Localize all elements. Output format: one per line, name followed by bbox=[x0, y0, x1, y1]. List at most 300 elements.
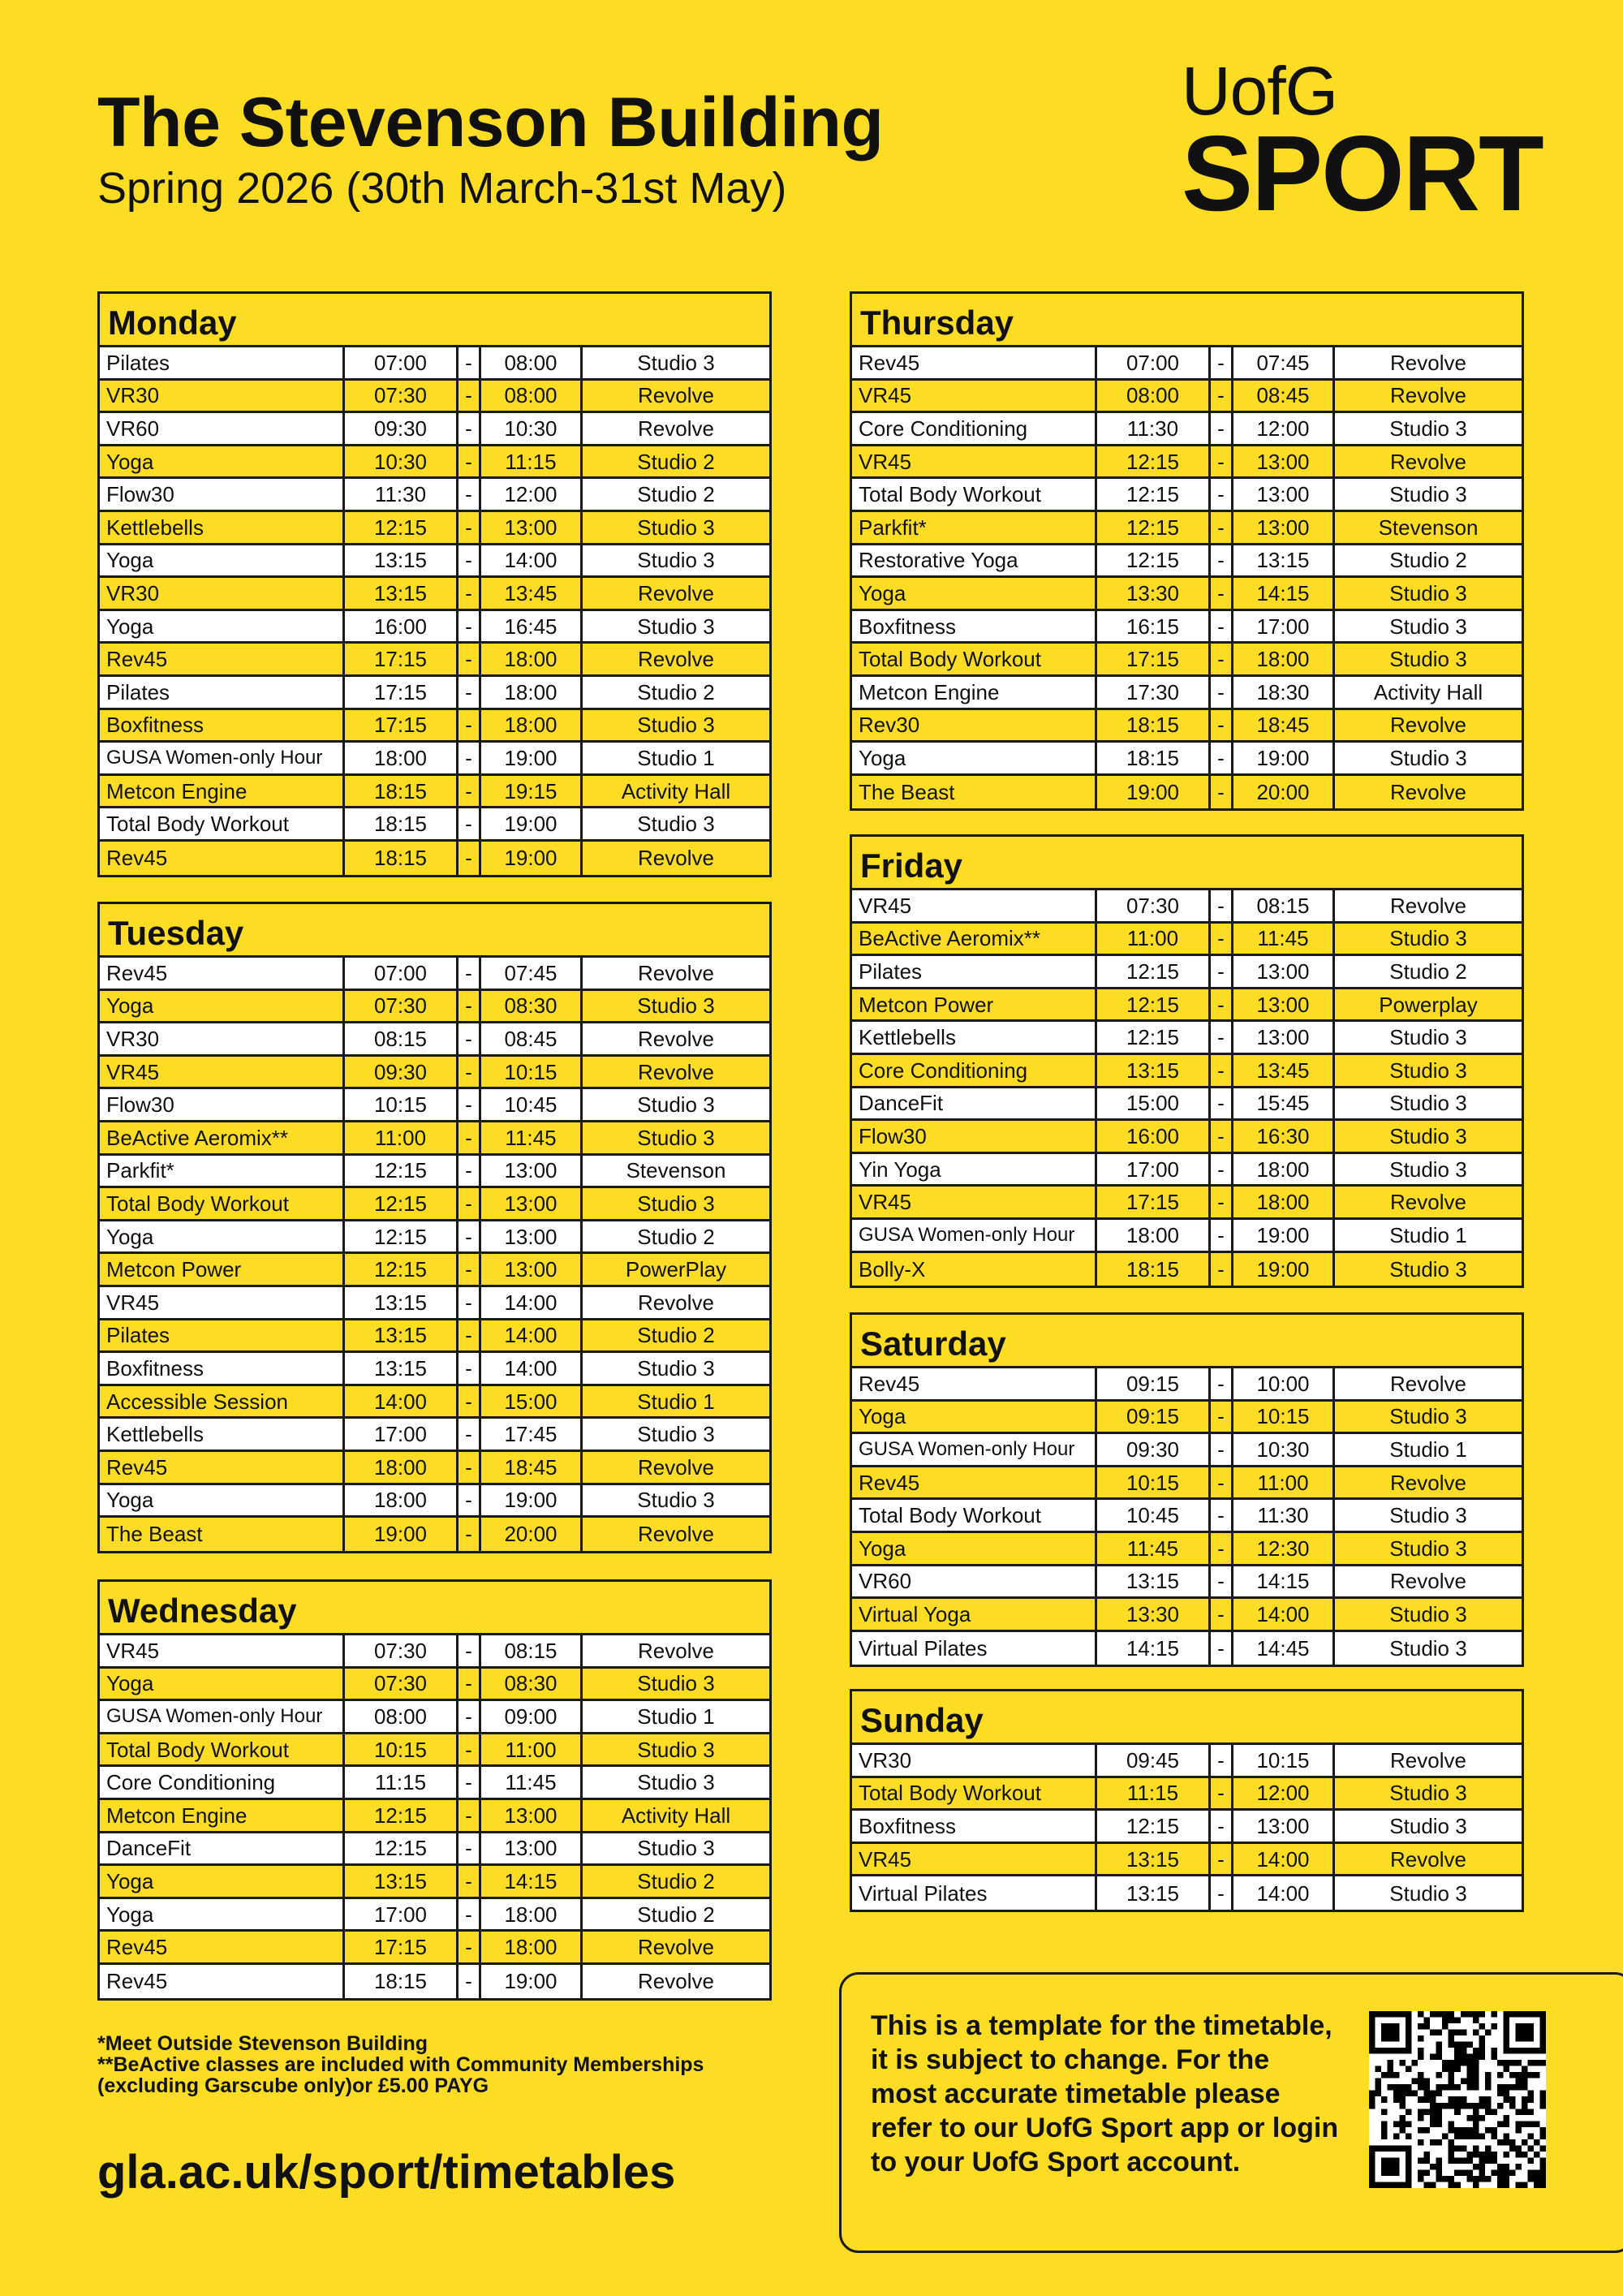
room: Revolve bbox=[1390, 1470, 1466, 1495]
time-separator: - bbox=[458, 1057, 481, 1088]
room: Studio 2 bbox=[1389, 548, 1467, 573]
time-separator: - bbox=[1211, 956, 1233, 987]
time-separator: - bbox=[458, 1386, 481, 1417]
time-separator: - bbox=[1211, 1121, 1233, 1152]
start-time: 18:15 bbox=[345, 776, 458, 807]
table-row bbox=[100, 808, 769, 842]
table-row bbox=[100, 545, 769, 579]
table-row bbox=[100, 1089, 769, 1122]
table-row bbox=[852, 1876, 1522, 1910]
table-row bbox=[100, 446, 769, 480]
start-time: 17:15 bbox=[345, 677, 458, 708]
start-time: 13:15 bbox=[1097, 1876, 1211, 1910]
tuesday-schedule bbox=[97, 902, 772, 1553]
time-separator: - bbox=[458, 1701, 481, 1732]
start-time: 18:00 bbox=[345, 743, 458, 773]
start-time: 12:15 bbox=[1097, 956, 1211, 987]
end-time: 18:00 bbox=[481, 677, 583, 708]
room: Studio 1 bbox=[1389, 1222, 1467, 1247]
end-time: 17:45 bbox=[481, 1419, 583, 1450]
start-time: 11:00 bbox=[345, 1122, 458, 1153]
class-name: Yoga bbox=[852, 1533, 1097, 1564]
class-name: Yoga bbox=[852, 1402, 1097, 1432]
end-time: 19:00 bbox=[1233, 743, 1335, 773]
wednesday-rows bbox=[100, 1635, 769, 1998]
end-time: 19:00 bbox=[481, 842, 583, 875]
table-row bbox=[852, 545, 1522, 579]
start-time: 13:15 bbox=[345, 1866, 458, 1897]
start-time: 08:00 bbox=[345, 1701, 458, 1732]
wednesday-schedule bbox=[97, 1579, 772, 2001]
end-time: 16:45 bbox=[481, 611, 583, 642]
room: Studio 2 bbox=[1389, 958, 1467, 984]
room: Studio 3 bbox=[1389, 1025, 1467, 1050]
day-title: Monday bbox=[100, 294, 769, 347]
time-separator: - bbox=[458, 710, 481, 741]
room: Studio 3 bbox=[637, 548, 715, 573]
time-separator: - bbox=[1211, 1778, 1233, 1809]
start-time: 12:15 bbox=[345, 1800, 458, 1831]
room: Revolve bbox=[638, 846, 714, 871]
end-time: 13:00 bbox=[481, 1188, 583, 1219]
room: Studio 3 bbox=[637, 713, 715, 738]
class-name: Pilates bbox=[100, 677, 345, 708]
table-row bbox=[852, 710, 1522, 743]
end-time: 10:30 bbox=[481, 413, 583, 444]
time-separator: - bbox=[458, 1156, 481, 1187]
table-row bbox=[852, 1533, 1522, 1566]
room: Revolve bbox=[1390, 893, 1466, 918]
time-separator: - bbox=[458, 1965, 481, 1998]
table-row bbox=[852, 1599, 1522, 1632]
time-separator: - bbox=[1211, 381, 1233, 411]
room: Revolve bbox=[638, 416, 714, 441]
end-time: 11:45 bbox=[481, 1767, 583, 1798]
day-title: Thursday bbox=[852, 294, 1522, 347]
class-name: Rev45 bbox=[100, 958, 345, 989]
start-time: 13:30 bbox=[1097, 578, 1211, 609]
start-time: 07:30 bbox=[345, 1669, 458, 1699]
class-name: VR30 bbox=[100, 381, 345, 411]
table-row bbox=[852, 1088, 1522, 1122]
end-time: 10:15 bbox=[1233, 1402, 1335, 1432]
class-name: Yoga bbox=[100, 991, 345, 1022]
room: Studio 3 bbox=[637, 350, 715, 375]
end-time: 11:45 bbox=[481, 1122, 583, 1153]
end-time: 13:00 bbox=[1233, 479, 1335, 510]
info-box bbox=[839, 1972, 1623, 2253]
room: Studio 2 bbox=[637, 1902, 715, 1927]
time-separator: - bbox=[458, 446, 481, 477]
time-separator: - bbox=[458, 677, 481, 708]
start-time: 09:15 bbox=[1097, 1402, 1211, 1432]
time-separator: - bbox=[1211, 347, 1233, 378]
class-name: Yoga bbox=[852, 743, 1097, 773]
end-time: 08:00 bbox=[481, 347, 583, 378]
room: Revolve bbox=[1390, 1569, 1466, 1594]
class-name: VR45 bbox=[100, 1635, 345, 1666]
class-name: VR60 bbox=[100, 413, 345, 444]
room: Revolve bbox=[1390, 1747, 1466, 1773]
room: Studio 3 bbox=[1389, 482, 1467, 507]
day-title: Sunday bbox=[852, 1691, 1522, 1745]
class-name: Yoga bbox=[100, 1221, 345, 1252]
saturday-schedule bbox=[850, 1312, 1524, 1667]
time-separator: - bbox=[458, 1452, 481, 1483]
start-time: 18:00 bbox=[345, 1452, 458, 1483]
time-separator: - bbox=[1211, 512, 1233, 543]
end-time: 07:45 bbox=[1233, 347, 1335, 378]
start-time: 12:15 bbox=[345, 1833, 458, 1864]
table-row bbox=[100, 1287, 769, 1320]
time-separator: - bbox=[458, 512, 481, 543]
room: Studio 1 bbox=[637, 745, 715, 770]
room: Studio 3 bbox=[637, 1191, 715, 1216]
end-time: 14:00 bbox=[481, 545, 583, 576]
start-time: 12:15 bbox=[1097, 1811, 1211, 1842]
time-separator: - bbox=[1211, 644, 1233, 674]
room: Revolve bbox=[638, 960, 714, 985]
class-name: Yoga bbox=[852, 578, 1097, 609]
start-time: 07:00 bbox=[345, 347, 458, 378]
end-time: 19:00 bbox=[481, 743, 583, 773]
start-time: 17:15 bbox=[1097, 1187, 1211, 1217]
room: Studio 3 bbox=[1389, 1601, 1467, 1626]
time-separator: - bbox=[458, 1866, 481, 1897]
end-time: 13:45 bbox=[481, 578, 583, 609]
end-time: 14:00 bbox=[1233, 1876, 1335, 1910]
time-separator: - bbox=[1211, 1566, 1233, 1597]
class-name: Rev45 bbox=[852, 1368, 1097, 1399]
table-row bbox=[852, 479, 1522, 512]
room: Studio 3 bbox=[637, 1488, 715, 1513]
end-time: 19:15 bbox=[481, 776, 583, 807]
start-time: 12:15 bbox=[1097, 512, 1211, 543]
time-separator: - bbox=[458, 578, 481, 609]
time-separator: - bbox=[1211, 446, 1233, 477]
room: Studio 3 bbox=[1389, 614, 1467, 639]
table-row bbox=[100, 1635, 769, 1669]
class-name: VR30 bbox=[100, 578, 345, 609]
table-row bbox=[852, 1368, 1522, 1402]
start-time: 18:15 bbox=[1097, 743, 1211, 773]
end-time: 08:45 bbox=[481, 1023, 583, 1054]
start-time: 17:15 bbox=[1097, 644, 1211, 674]
class-name: Yoga bbox=[100, 446, 345, 477]
room: Stevenson bbox=[626, 1158, 726, 1183]
start-time: 12:15 bbox=[1097, 446, 1211, 477]
end-time: 12:00 bbox=[1233, 413, 1335, 444]
end-time: 14:15 bbox=[481, 1866, 583, 1897]
table-row bbox=[100, 1419, 769, 1452]
day-title: Wednesday bbox=[100, 1582, 769, 1635]
start-time: 17:00 bbox=[1097, 1154, 1211, 1185]
room: Revolve bbox=[638, 383, 714, 408]
room: Revolve bbox=[638, 1290, 714, 1315]
end-time: 14:15 bbox=[1233, 1566, 1335, 1597]
table-row bbox=[100, 842, 769, 875]
end-time: 13:00 bbox=[481, 1800, 583, 1831]
class-name: Boxfitness bbox=[852, 1811, 1097, 1842]
time-separator: - bbox=[458, 1089, 481, 1120]
time-separator: - bbox=[458, 1188, 481, 1219]
table-row bbox=[100, 1254, 769, 1287]
time-separator: - bbox=[1211, 1154, 1233, 1185]
class-name: Rev45 bbox=[100, 1452, 345, 1483]
class-name: Core Conditioning bbox=[100, 1767, 345, 1798]
table-row bbox=[852, 446, 1522, 480]
start-time: 17:30 bbox=[1097, 677, 1211, 708]
start-time: 18:15 bbox=[345, 842, 458, 875]
end-time: 13:00 bbox=[481, 1254, 583, 1285]
tuesday-rows bbox=[100, 958, 769, 1551]
qr-code-icon[interactable] bbox=[1369, 2011, 1546, 2188]
class-name: Yoga bbox=[100, 1899, 345, 1930]
start-time: 07:30 bbox=[345, 381, 458, 411]
logo-top-text: UofG bbox=[1182, 53, 1338, 129]
table-row bbox=[100, 710, 769, 743]
table-row bbox=[852, 1022, 1522, 1055]
class-name: DanceFit bbox=[100, 1833, 345, 1864]
room: Studio 3 bbox=[637, 1125, 715, 1150]
end-time: 14:00 bbox=[481, 1353, 583, 1384]
class-name: Metcon Engine bbox=[852, 677, 1097, 708]
saturday-rows bbox=[852, 1368, 1522, 1665]
table-row bbox=[100, 1833, 769, 1867]
timetables-url[interactable]: gla.ac.uk/sport/timetables bbox=[97, 2146, 676, 2199]
page-title: The Stevenson Building bbox=[97, 84, 884, 162]
table-row bbox=[852, 1055, 1522, 1088]
table-row bbox=[852, 1121, 1522, 1154]
class-name: VR45 bbox=[852, 446, 1097, 477]
class-name: Total Body Workout bbox=[100, 1188, 345, 1219]
time-separator: - bbox=[1211, 545, 1233, 576]
time-separator: - bbox=[1211, 1434, 1233, 1465]
end-time: 13:00 bbox=[481, 512, 583, 543]
start-time: 13:15 bbox=[345, 545, 458, 576]
time-separator: - bbox=[458, 1899, 481, 1930]
end-time: 11:45 bbox=[1233, 924, 1335, 954]
time-separator: - bbox=[1211, 1467, 1233, 1498]
room: Studio 3 bbox=[637, 614, 715, 639]
class-name: Flow30 bbox=[100, 479, 345, 510]
footnote-parkfit: *Meet Outside Stevenson Building bbox=[97, 2032, 428, 2055]
end-time: 18:45 bbox=[1233, 710, 1335, 741]
table-row bbox=[100, 1669, 769, 1702]
table-row bbox=[100, 413, 769, 446]
table-row bbox=[852, 924, 1522, 957]
time-separator: - bbox=[1211, 413, 1233, 444]
time-separator: - bbox=[458, 611, 481, 642]
time-separator: - bbox=[458, 1669, 481, 1699]
table-row bbox=[100, 743, 769, 776]
footnote-beactive-cont: (excluding Garscube only)or £5.00 PAYG bbox=[97, 2074, 489, 2097]
end-time: 13:00 bbox=[1233, 1811, 1335, 1842]
thursday-schedule bbox=[850, 291, 1524, 811]
start-time: 10:15 bbox=[345, 1734, 458, 1765]
class-name: Core Conditioning bbox=[852, 413, 1097, 444]
room: Studio 3 bbox=[1389, 1157, 1467, 1182]
time-separator: - bbox=[1211, 1022, 1233, 1053]
time-separator: - bbox=[458, 1833, 481, 1864]
time-separator: - bbox=[1211, 710, 1233, 741]
class-name: Virtual Pilates bbox=[852, 1632, 1097, 1665]
class-name: Boxfitness bbox=[852, 611, 1097, 642]
time-separator: - bbox=[1211, 578, 1233, 609]
end-time: 10:15 bbox=[1233, 1745, 1335, 1776]
time-separator: - bbox=[458, 1419, 481, 1450]
table-row bbox=[100, 1518, 769, 1551]
room: Studio 2 bbox=[637, 679, 715, 704]
class-name: Yoga bbox=[100, 1866, 345, 1897]
room: Powerplay bbox=[1379, 992, 1478, 1017]
start-time: 17:15 bbox=[345, 644, 458, 674]
table-row bbox=[852, 1632, 1522, 1665]
table-row bbox=[100, 347, 769, 381]
room: Studio 3 bbox=[1389, 1123, 1467, 1148]
start-time: 07:30 bbox=[345, 1635, 458, 1666]
room: Revolve bbox=[1390, 1190, 1466, 1215]
room: Studio 3 bbox=[637, 515, 715, 540]
start-time: 13:15 bbox=[345, 1353, 458, 1384]
end-time: 17:00 bbox=[1233, 611, 1335, 642]
time-separator: - bbox=[1211, 1533, 1233, 1564]
class-name: Bolly-X bbox=[852, 1253, 1097, 1286]
time-separator: - bbox=[458, 1635, 481, 1666]
time-separator: - bbox=[458, 381, 481, 411]
end-time: 14:00 bbox=[1233, 1599, 1335, 1630]
start-time: 12:15 bbox=[1097, 989, 1211, 1020]
time-separator: - bbox=[458, 808, 481, 839]
time-separator: - bbox=[458, 842, 481, 875]
time-separator: - bbox=[1211, 1187, 1233, 1217]
start-time: 12:15 bbox=[1097, 479, 1211, 510]
time-separator: - bbox=[1211, 479, 1233, 510]
table-row bbox=[100, 644, 769, 677]
time-separator: - bbox=[1211, 989, 1233, 1020]
end-time: 14:00 bbox=[481, 1320, 583, 1351]
table-row bbox=[852, 1566, 1522, 1600]
class-name: Boxfitness bbox=[100, 1353, 345, 1384]
end-time: 18:00 bbox=[481, 1932, 583, 1962]
end-time: 20:00 bbox=[481, 1518, 583, 1551]
end-time: 14:15 bbox=[1233, 578, 1335, 609]
table-row bbox=[100, 479, 769, 512]
end-time: 13:00 bbox=[1233, 1022, 1335, 1053]
end-time: 13:45 bbox=[1233, 1055, 1335, 1086]
start-time: 16:00 bbox=[1097, 1121, 1211, 1152]
end-time: 19:00 bbox=[1233, 1220, 1335, 1251]
time-separator: - bbox=[1211, 1220, 1233, 1251]
time-separator: - bbox=[1211, 1500, 1233, 1531]
time-separator: - bbox=[458, 743, 481, 773]
room: Studio 2 bbox=[637, 1868, 715, 1893]
class-name: Metcon Engine bbox=[100, 1800, 345, 1831]
start-time: 18:00 bbox=[345, 1485, 458, 1516]
end-time: 19:00 bbox=[1233, 1253, 1335, 1286]
end-time: 08:15 bbox=[1233, 890, 1335, 921]
time-separator: - bbox=[1211, 1632, 1233, 1665]
table-row bbox=[852, 644, 1522, 677]
time-separator: - bbox=[458, 1320, 481, 1351]
time-separator: - bbox=[1211, 1811, 1233, 1842]
class-name: Total Body Workout bbox=[100, 808, 345, 839]
time-separator: - bbox=[1211, 890, 1233, 921]
time-separator: - bbox=[458, 1254, 481, 1285]
start-time: 07:00 bbox=[345, 958, 458, 989]
room: Studio 3 bbox=[1389, 1781, 1467, 1806]
table-row bbox=[100, 776, 769, 809]
table-row bbox=[100, 1156, 769, 1189]
class-name: VR45 bbox=[852, 1844, 1097, 1875]
table-row bbox=[852, 1811, 1522, 1844]
table-row bbox=[852, 743, 1522, 776]
end-time: 18:00 bbox=[1233, 1187, 1335, 1217]
class-name: Restorative Yoga bbox=[852, 545, 1097, 576]
end-time: 11:15 bbox=[481, 446, 583, 477]
start-time: 16:15 bbox=[1097, 611, 1211, 642]
end-time: 08:30 bbox=[481, 991, 583, 1022]
start-time: 13:15 bbox=[345, 1287, 458, 1318]
class-name: VR30 bbox=[852, 1745, 1097, 1776]
room: Studio 3 bbox=[1389, 1813, 1467, 1838]
time-separator: - bbox=[1211, 1368, 1233, 1399]
class-name: Pilates bbox=[852, 956, 1097, 987]
table-row bbox=[852, 1154, 1522, 1187]
class-name: BeActive Aeromix** bbox=[100, 1122, 345, 1153]
time-separator: - bbox=[1211, 1253, 1233, 1286]
class-name: Metcon Power bbox=[100, 1254, 345, 1285]
class-name: Rev45 bbox=[852, 1467, 1097, 1498]
end-time: 13:00 bbox=[1233, 446, 1335, 477]
table-row bbox=[100, 958, 769, 991]
time-separator: - bbox=[1211, 1599, 1233, 1630]
table-row bbox=[100, 1188, 769, 1221]
class-name: Total Body Workout bbox=[100, 1734, 345, 1765]
room: Studio 2 bbox=[637, 482, 715, 507]
start-time: 15:00 bbox=[1097, 1088, 1211, 1119]
time-separator: - bbox=[458, 776, 481, 807]
table-row bbox=[852, 1500, 1522, 1533]
room: Revolve bbox=[638, 1454, 714, 1480]
table-row bbox=[852, 512, 1522, 545]
end-time: 10:45 bbox=[481, 1089, 583, 1120]
table-row bbox=[852, 578, 1522, 611]
end-time: 16:30 bbox=[1233, 1121, 1335, 1152]
room: Studio 3 bbox=[637, 1737, 715, 1762]
room: Studio 3 bbox=[637, 1422, 715, 1447]
start-time: 11:15 bbox=[1097, 1778, 1211, 1809]
end-time: 19:00 bbox=[481, 808, 583, 839]
room: Revolve bbox=[1390, 1846, 1466, 1872]
class-name: Total Body Workout bbox=[852, 644, 1097, 674]
end-time: 13:00 bbox=[1233, 512, 1335, 543]
end-time: 08:00 bbox=[481, 381, 583, 411]
start-time: 10:15 bbox=[1097, 1467, 1211, 1498]
time-separator: - bbox=[1211, 1876, 1233, 1910]
start-time: 13:15 bbox=[1097, 1055, 1211, 1086]
time-separator: - bbox=[1211, 677, 1233, 708]
room: Studio 3 bbox=[637, 1836, 715, 1861]
footnotes bbox=[97, 2033, 704, 2096]
end-time: 08:15 bbox=[481, 1635, 583, 1666]
table-row bbox=[100, 1866, 769, 1899]
time-separator: - bbox=[458, 1287, 481, 1318]
end-time: 09:00 bbox=[481, 1701, 583, 1732]
time-separator: - bbox=[458, 1767, 481, 1798]
end-time: 13:00 bbox=[1233, 989, 1335, 1020]
time-separator: - bbox=[1211, 1402, 1233, 1432]
